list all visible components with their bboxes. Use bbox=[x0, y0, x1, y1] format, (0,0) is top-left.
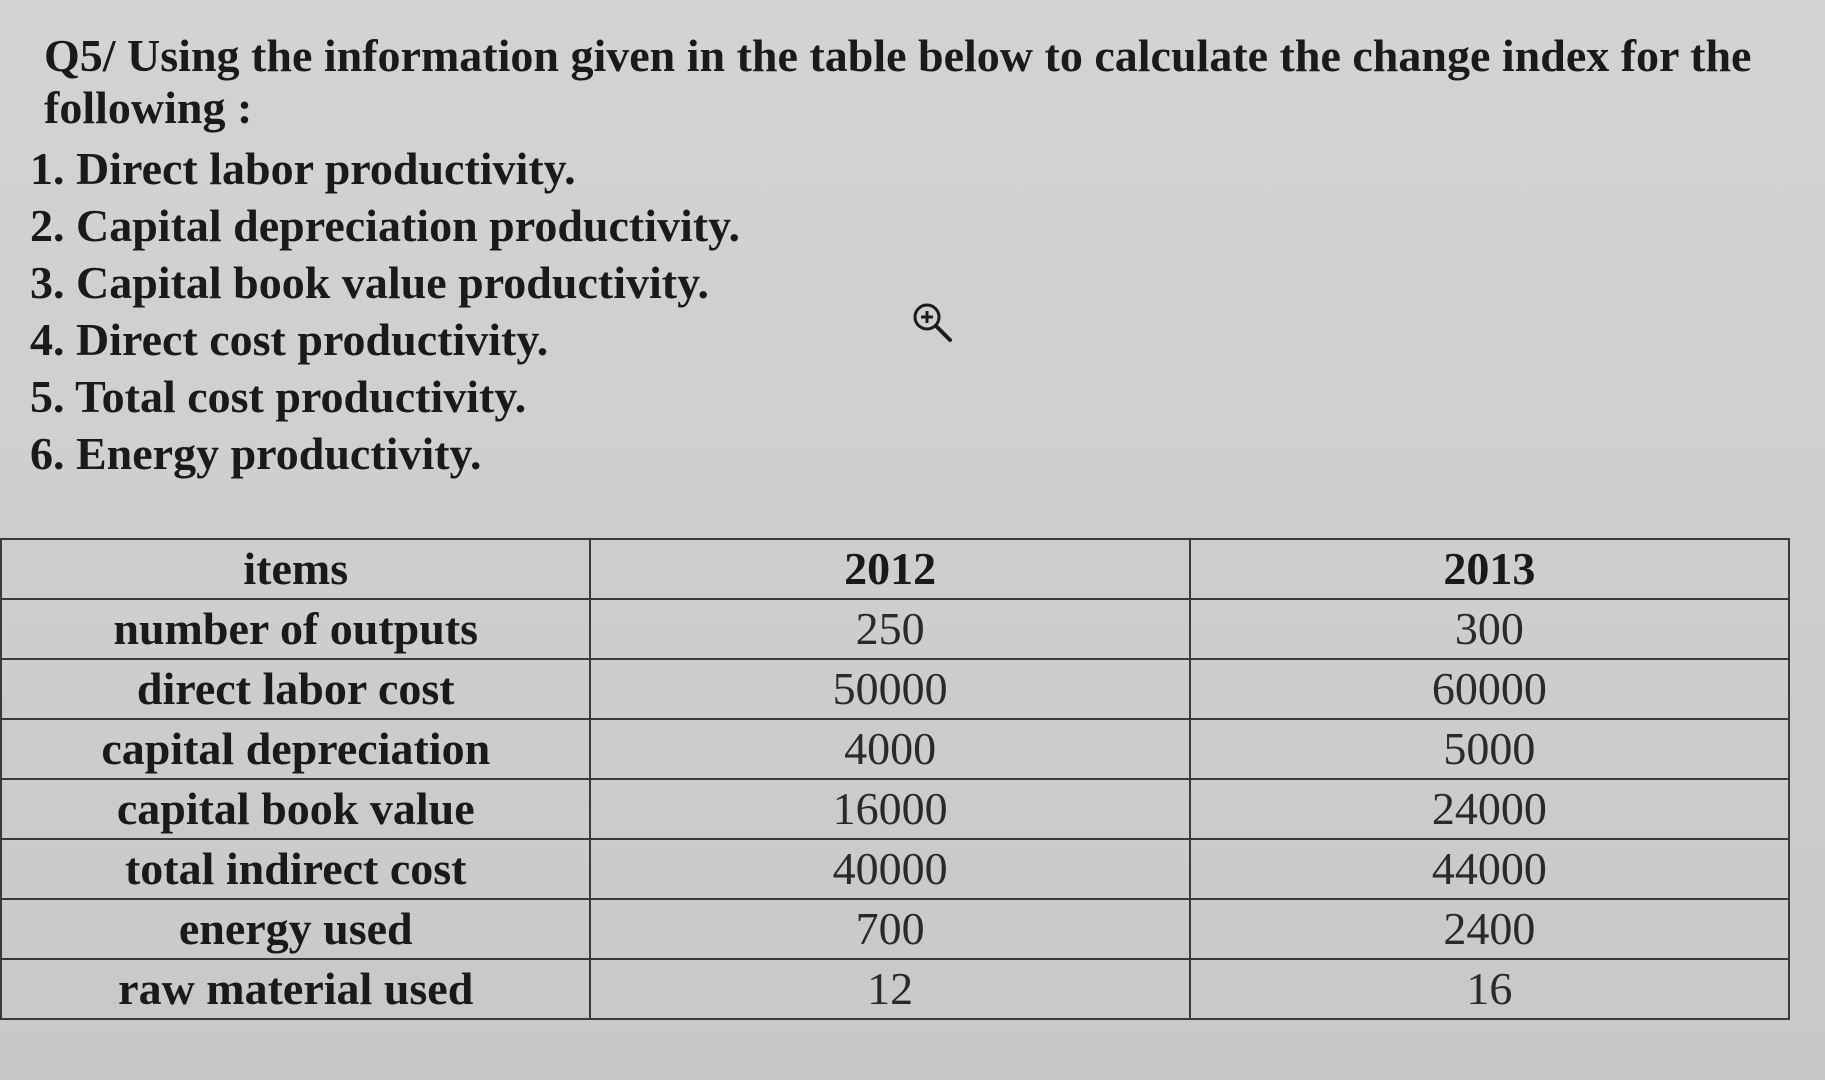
value-2012: 250 bbox=[590, 599, 1189, 659]
question-item: 4. Direct cost productivity. bbox=[30, 314, 549, 365]
value-2012: 700 bbox=[590, 899, 1189, 959]
table-row bbox=[1, 779, 1789, 839]
value-2013: 16 bbox=[1190, 959, 1789, 1019]
row-label: energy used bbox=[1, 899, 590, 959]
value-2013: 5000 bbox=[1190, 719, 1789, 779]
row-label: raw material used bbox=[1, 959, 590, 1019]
table-row bbox=[1, 719, 1789, 779]
value-2012: 50000 bbox=[590, 659, 1189, 719]
table-row bbox=[1, 599, 1789, 659]
value-2013: 300 bbox=[1190, 599, 1789, 659]
value-2013: 60000 bbox=[1190, 659, 1789, 719]
header-items: items bbox=[1, 539, 590, 599]
table-row bbox=[1, 959, 1789, 1019]
value-2012: 40000 bbox=[590, 839, 1189, 899]
row-label: total indirect cost bbox=[1, 839, 590, 899]
row-label: capital depreciation bbox=[1, 719, 590, 779]
row-label: direct labor cost bbox=[1, 659, 590, 719]
value-2012: 4000 bbox=[590, 719, 1189, 779]
table-row bbox=[1, 659, 1789, 719]
data-table bbox=[0, 538, 1790, 1020]
header-2013: 2013 bbox=[1190, 539, 1789, 599]
value-2013: 44000 bbox=[1190, 839, 1789, 899]
question-item: 2. Capital depreciation productivity. bbox=[30, 200, 741, 251]
question-block bbox=[30, 30, 1790, 482]
header-2012: 2012 bbox=[590, 539, 1189, 599]
table-row bbox=[1, 899, 1789, 959]
row-label: capital book value bbox=[1, 779, 590, 839]
zoom-in-icon[interactable] bbox=[910, 300, 954, 344]
question-item: 5. Total cost productivity. bbox=[30, 371, 527, 422]
value-2013: 24000 bbox=[1190, 779, 1789, 839]
value-2012: 16000 bbox=[590, 779, 1189, 839]
row-label: number of outputs bbox=[1, 599, 590, 659]
table-row bbox=[1, 839, 1789, 899]
value-2013: 2400 bbox=[1190, 899, 1789, 959]
question-heading: Q5/ Using the information given in the table below to calculate the change index for the following : bbox=[44, 30, 1752, 133]
question-item: 1. Direct labor productivity. bbox=[30, 143, 576, 194]
table-header-row bbox=[1, 539, 1789, 599]
question-item: 3. Capital book value productivity. bbox=[30, 257, 710, 308]
question-item: 6. Energy productivity. bbox=[30, 428, 482, 479]
value-2012: 12 bbox=[590, 959, 1189, 1019]
